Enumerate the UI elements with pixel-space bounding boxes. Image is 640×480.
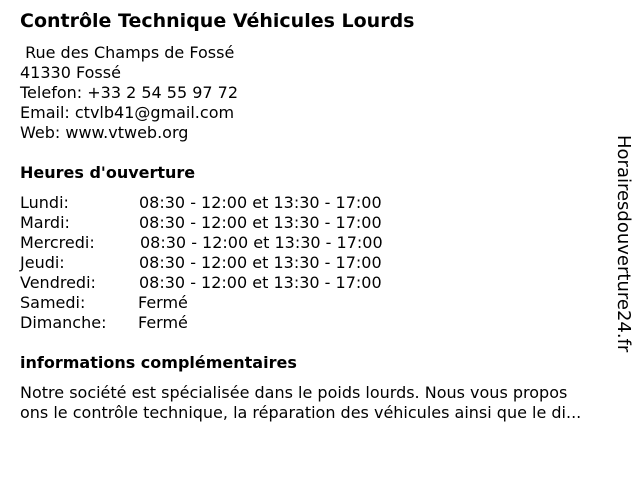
day-hours: 08:30 - 12:00 et 13:30 - 17:00 xyxy=(139,213,382,232)
day-label: Lundi: xyxy=(20,193,69,212)
day-label: Mardi: xyxy=(20,213,70,232)
opening-hours-table xyxy=(20,193,440,333)
hours-row-saturday xyxy=(20,293,440,313)
email-address: Email: ctvlb41@gmail.com xyxy=(20,103,235,122)
day-label: Vendredi: xyxy=(20,273,96,292)
business-name: Contrôle Technique Véhicules Lourds xyxy=(20,10,415,32)
contact-block xyxy=(20,43,238,143)
day-hours: 08:30 - 12:00 et 13:30 - 17:00 xyxy=(140,233,383,252)
day-label: Mercredi: xyxy=(20,233,95,252)
day-hours: Fermé xyxy=(138,313,188,332)
hours-heading: Heures d'ouverture xyxy=(20,163,196,182)
day-label: Jeudi: xyxy=(20,253,65,272)
day-hours: 08:30 - 12:00 et 13:30 - 17:00 xyxy=(139,273,382,292)
day-hours: 08:30 - 12:00 et 13:30 - 17:00 xyxy=(139,253,382,272)
info-line: ons le contrôle technique, la réparation des véhicules ainsi que le di... xyxy=(20,403,582,422)
hours-row-tuesday xyxy=(20,213,440,233)
hours-row-friday xyxy=(20,273,440,293)
day-hours: Fermé xyxy=(138,293,188,312)
info-description xyxy=(20,383,635,423)
site-watermark: Horairesdouverture24.fr xyxy=(613,135,634,353)
website: Web: www.vtweb.org xyxy=(20,123,189,142)
hours-row-sunday xyxy=(20,313,440,333)
address-street: Rue des Champs de Fossé xyxy=(20,43,235,62)
day-label: Dimanche: xyxy=(20,313,107,332)
phone-number: Telefon: +33 2 54 55 97 72 xyxy=(20,83,239,102)
hours-row-monday xyxy=(20,193,440,213)
info-line: Notre société est spécialisée dans le poids lourds. Nous vous propos xyxy=(20,383,568,402)
day-hours: 08:30 - 12:00 et 13:30 - 17:00 xyxy=(139,193,382,212)
info-heading: informations complémentaires xyxy=(20,353,297,372)
address-city: 41330 Fossé xyxy=(20,63,121,82)
day-label: Samedi: xyxy=(20,293,86,312)
hours-row-thursday xyxy=(20,253,440,273)
hours-row-wednesday xyxy=(20,233,440,253)
